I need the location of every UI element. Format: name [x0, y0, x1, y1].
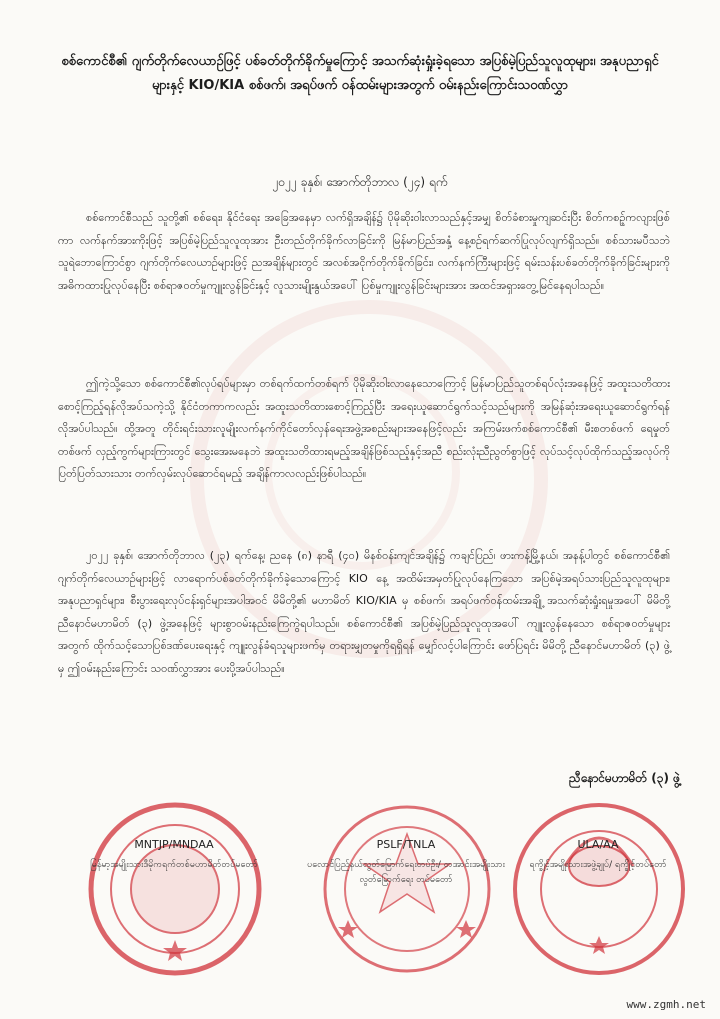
source-watermark-url: www.zgmh.net — [626, 998, 706, 1011]
org-description-ula-aa: ရက္ခိုင့်အမျိုးသားအဖွဲ့ချုပ်/ ရက္ခိုင့်တပ်တော် — [529, 860, 667, 870]
signer-line: ညီနောင်မဟာမိတ် (၃) ဖွဲ့ — [569, 771, 680, 785]
statement-date: ၂၀၂၂ ခုနှစ်၊ အောက်တိုဘာလ (၂၄) ရက် — [272, 175, 448, 189]
paragraph-3: ၂၀၂၂ ခုနှစ်၊ အောက်တိုဘာလ (၂၃) ရက်နေ့၊ ညနေ (၈) နာရီ (၄၀) မိနစ်ဝန်းကျင်အချိန်၌ ကချင်ပြည်၊ ဖားကန့်မြို့နယ်၊ အနန့်ပါတွင် စစ်ကောင်စီ၏ ဂျက်တိုက်လေယာဉ်များဖြင့် လာရောက်ပစ်ခတ်တိုက်ခိုက်ခဲ့သောကြောင့် KIO နေ့ အထိမ်းအမှတ်ပြုလုပ်နေကြသော အပြစ်မဲ့အရပ်သားပြည်သူလူထုများ၊ အနုပညာရှင်များ၊ စီးပွားရေးလုပ်ငန်းရှင်များအပါအဝင် မိမိတို့၏ မဟာမိတ် KIO/KIA မှ စစ်ဖက်၊ အရပ်ဖက်ဝန်ထမ်းအချို့ အသက်ဆုံးရှုံးရမှုအပေါ် မိမိတို့ ညီနောင်မဟာမိတ် (၃) ဖွဲ့အနေဖြင့် များစွာဝမ်းနည်းကြေကွဲရပါသည်။ စစ်ကောင်စီ၏ အပြစ်မဲ့ပြည်သူလူထုအပေါ် ကျူးလွန်နေသော စစ်ရာဇဝတ်မှုများအတွက် ထိုက်သင့်သောပြစ်ဒဏ်ပေးရေးနှင့် ကျူးလွန်ခံရသူများဖက်မှ တရားမျှတမှုကိုရရှိရန် မျှော်လင့်ပါကြောင်း ဖော်ပြရင်း မိမိတို့ ညီနောင်မဟာမိတ် (၃) ဖွဲ့မှ ဤဝမ်းနည်းကြောင်း သဝဏ်လွှာအား ပေးပို့အပ်ပါသည်။ — [58, 549, 670, 675]
org-name-ula-aa: ULA/AA — [577, 838, 619, 851]
statement-title: စစ်ကောင်စီ၏ ဂျက်တိုက်လေယာဉ်ဖြင့် ပစ်ခတ်တိုက်ခိုက်မှုကြောင့် အသက်ဆုံးရှုံးခဲ့ရသော အပြစ်မဲ့ပြည်သူလူထုများ၊ အနုပညာရှင်များနှင့် KIO/KIA စစ်ဖက်၊ အရပ်ဖက် ဝန်ထမ်းများအတွက် ဝမ်းနည်းကြောင်းသဝဏ်လွှာ — [61, 54, 659, 93]
org-name-tnla: PSLF/TNLA — [376, 838, 436, 851]
org-description-tnla: ပလောင်ပြည်နယ်လွတ်မြောက်ရေးတပ်ဦး/ တအာင်းအမျိုးသားလွတ်မြောက်ရေး တပ်မတော် — [307, 860, 505, 885]
org-description-mndaa: မြန်မာ့အမျိုးသားဒီမိုကရက်တစ်မဟာမိတ်တပ်မတော် — [90, 860, 258, 870]
mndaa-seal-stamp — [86, 800, 264, 978]
tnla-seal-stamp — [318, 800, 496, 978]
ula-aa-seal-stamp — [510, 800, 688, 978]
org-name-mndaa: MNTJP/MNDAA — [134, 838, 214, 851]
paragraph-2: ဤကဲ့သို့သော စစ်ကောင်စီ၏လုပ်ရပ်များမှာ တစ်ရက်ထက်တစ်ရက် ပိုမိုဆိုးဝါးလာနေသောကြောင့် မြန်မာပြည်သူတစ်ရပ်လုံးအနေဖြင့် အထူးသတိထားစောင့်ကြည့်ရန်လိုအပ်သကဲ့သို့ နိုင်ငံတကာကလည်း အထူးသတိထားစောင့်ကြည့်ပြီး အရေးယူဆောင်ရွက်သင့်သည်များကို အမြန်ဆုံးအရေးယူဆောင်ရွက်ရန် လိုအပ်ပါသည်။ ထို့အတူ တိုင်းရင်းသားလူမျိုးလက်နက်ကိုင်တော်လှန်ရေးအဖွဲ့အစည်းများအနေဖြင့်လည်း အကြမ်းဖက်စစ်ကောင်စီ၏ မီးစတစ်ဖက် ရေမှုတ်တစ်ဖက် လှည့်ကွက်များကြားတွင် သွေးအေးမနေဘဲ အထူးသတိထားရမည့်အချိန်ဖြစ်သည့်နှင့်အညီ စည်းလုံးညီညွတ်စွာဖြင့် လုပ်သင့်လုပ်ထိုက်သည့်အလုပ်ကို ပြတ်ပြတ်သားသား တက်လှမ်းလုပ်ဆောင်ရမည့် အချိန်ကာလလည်းဖြစ်ပါသည်။ — [58, 377, 670, 480]
paragraph-1: စစ်ကောင်စီသည် သူတို့၏ စစ်ရေး၊ နိုင်ငံရေး အခြေအနေမှာ လက်ရှိအချိန်၌ ပိုမိုဆိုးဝါးလာသည်နှင့်အမျှ စိတ်ခံစားမှုကျဆင်းပြီး စိတ်ကစဉ့်ကလျားဖြစ်ကာ လက်နက်အားကိုးဖြင့် အပြစ်မဲ့ပြည်သူလူထုအား ဦးတည်တိုက်ခိုက်လာခြင်းကို မြန်မာပြည်အနှံ့ နေ့စဉ်ရက်ဆက်ပြုလုပ်လျက်ရှိသည်။ စစ်သားမပီသဘဲ သူရဲဘောကြောင်စွာ ဂျက်တိုက်လေယာဉ်များဖြင့် ညအချိန်များတွင် အလစ်အငိုက်တိုက်ခိုက်ခြင်း၊ လက်နက်ကြီးများဖြင့် ရမ်းသန်းပစ်ခတ်တိုက်ခိုက်ခြင်းများကို အဓိကထားပြုလုပ်နေပြီး စစ်ရာဇဝတ်မှုကျူးလွန်ခြင်းနှင့် လူသားမျိုးနွယ်အပေါ် ပြစ်မှုကျူးလွန်ခြင်းများအား အထင်အရှားတွေ့မြင်နေရပါသည်။ — [58, 211, 670, 292]
